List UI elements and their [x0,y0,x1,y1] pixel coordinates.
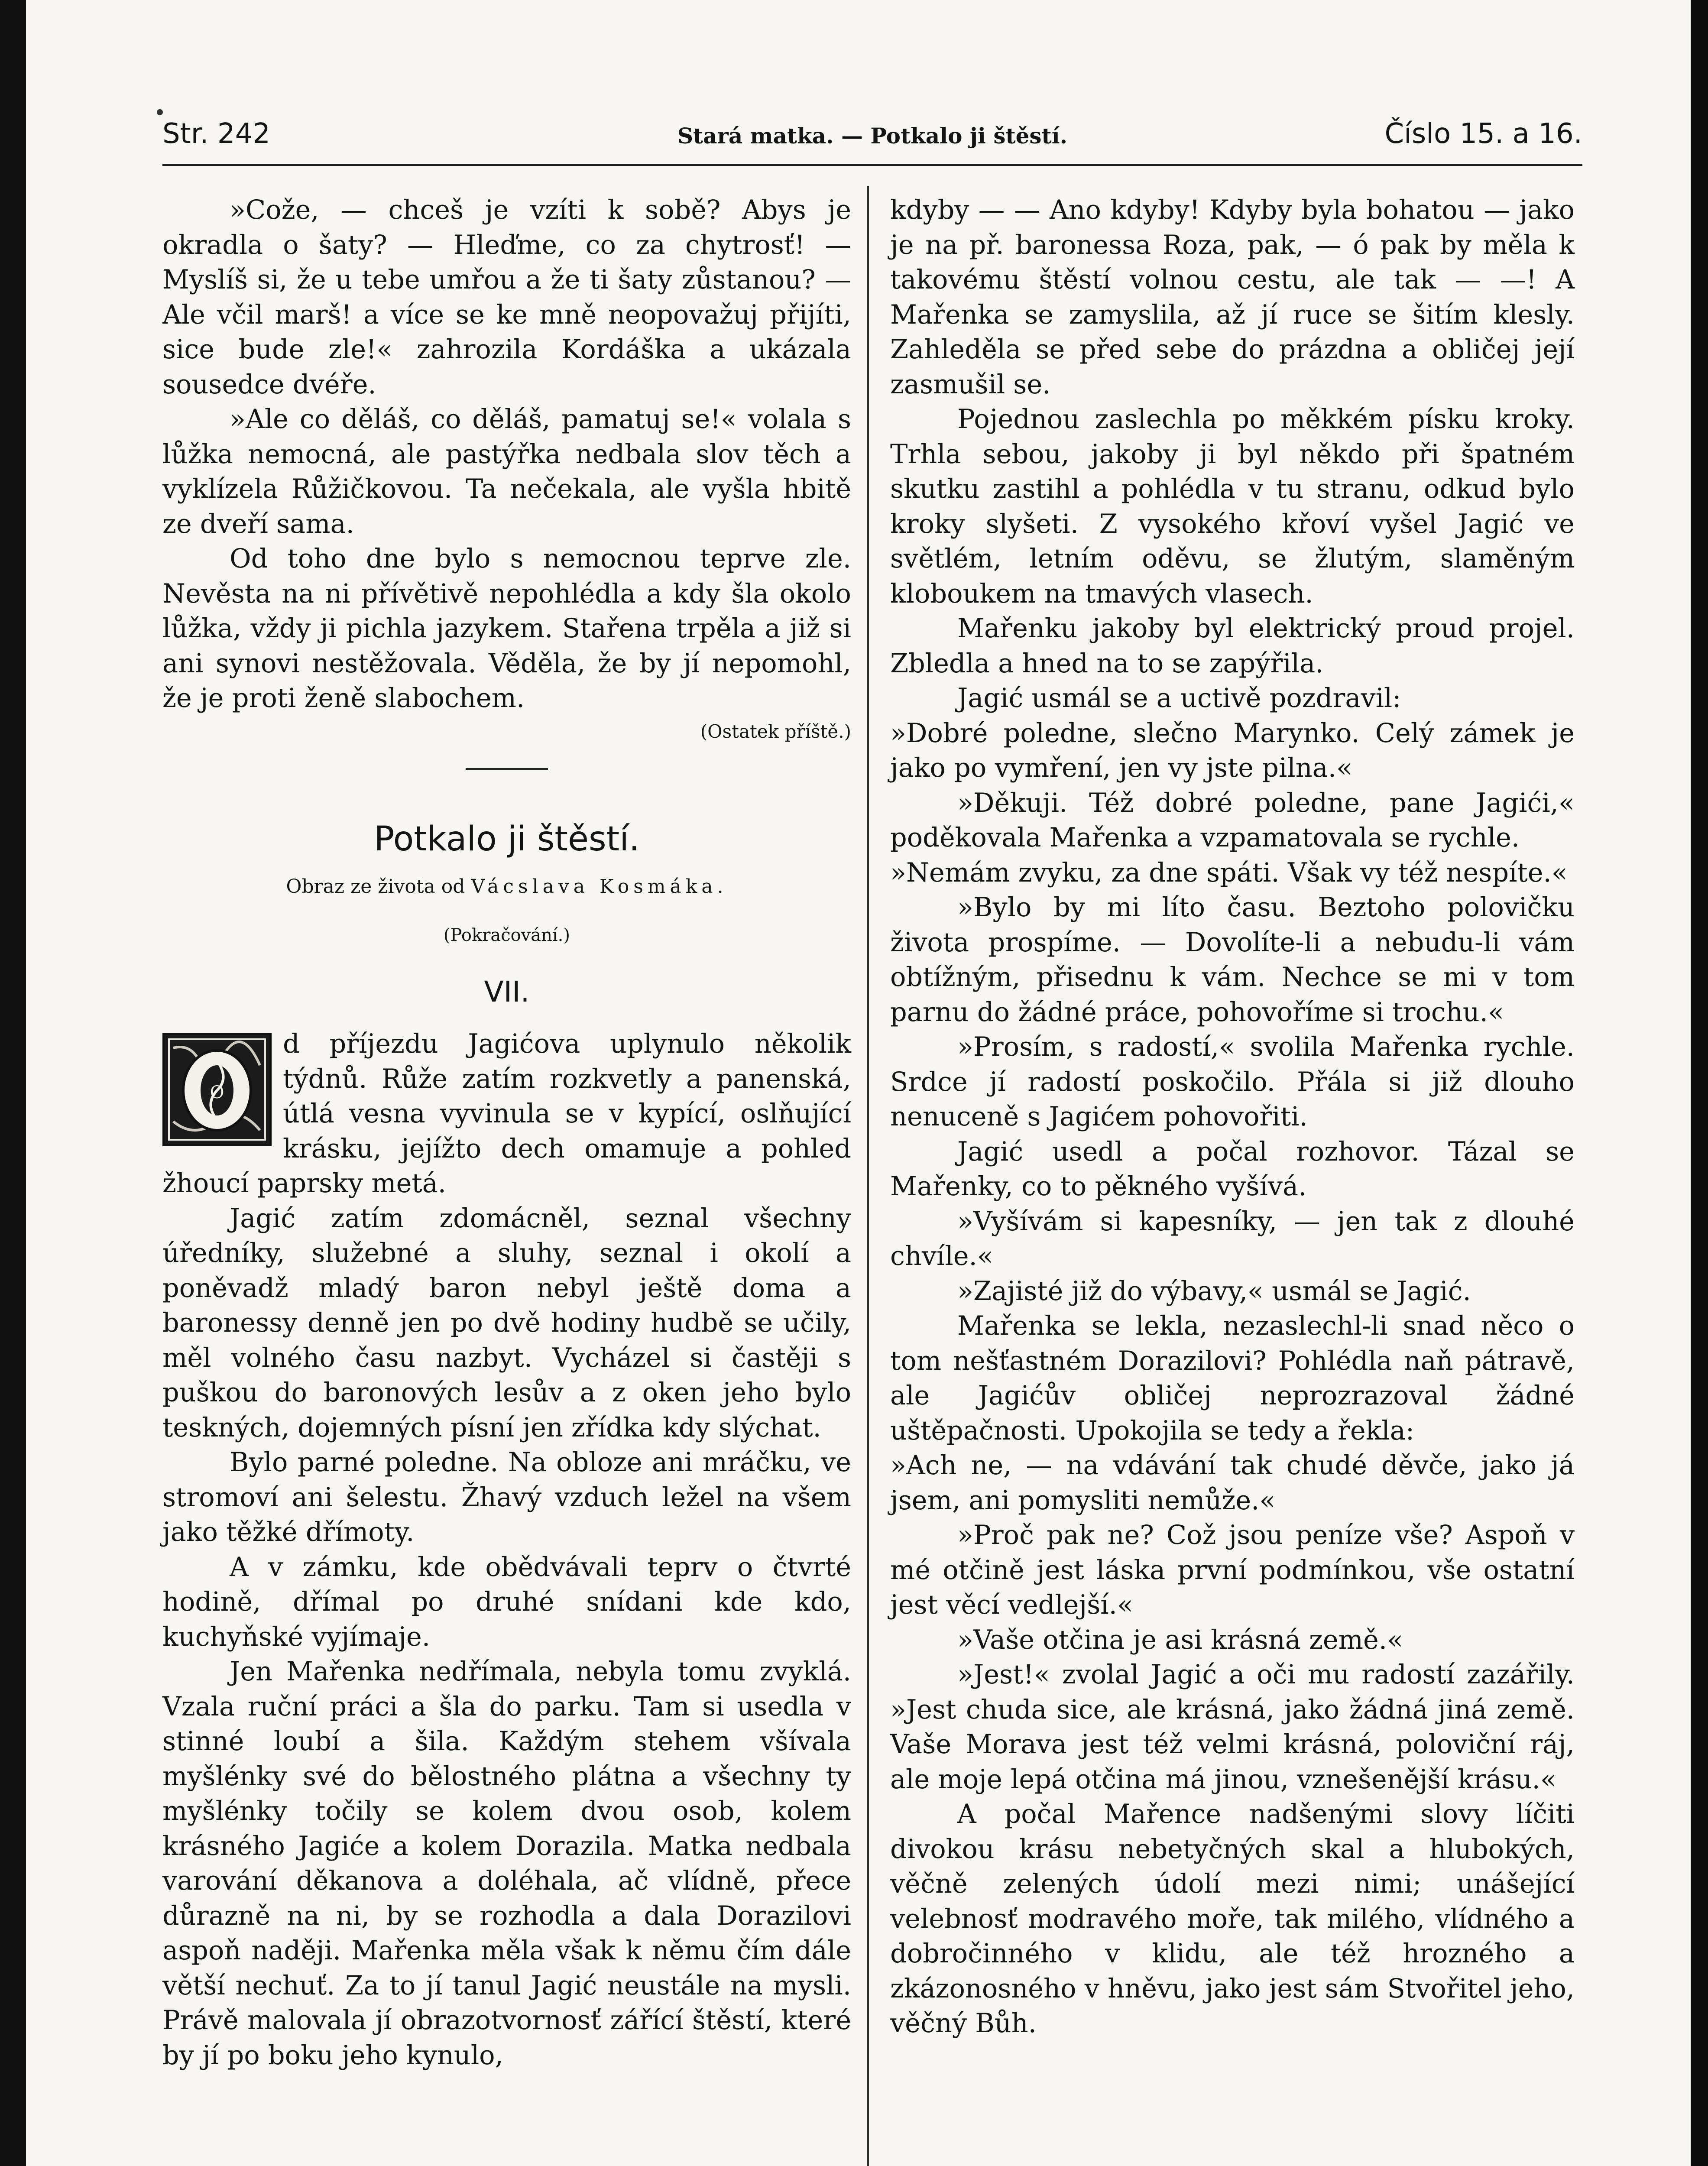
story-title: Potkalo ji štěstí. [374,820,640,859]
paragraph: Jagić usmál se a uctivě pozdravil: [957,683,1401,713]
page-number: Str. 242 [162,118,270,150]
continued-note: (Ostatek příště.) [700,720,851,742]
ornamental-initial-icon [162,1033,272,1146]
paragraph: »Děkuji. Též dobré poledne, pane Jagići,« poděkovala Mařenka a vzpamatovala se rychle. [890,788,1575,853]
issue-number: Číslo 15. a 16. [1384,118,1582,150]
chapter-number: VII. [484,975,530,1008]
paragraph: Bylo parné poledne. Na obloze ani mráčku, ve stromoví ani šelestu. Žhavý vzduch ležel na všem jako těžké dřímoty. [162,1447,851,1547]
dropcap-letter: O [210,1083,224,1102]
paragraph: kdyby — — Ano kdyby! Kdyby byla bohatou — jako je na př. baronessa Roza, pak, — ó pak by měla k takovému štěstí volnou cestu, ale tak — —! A Mařenka se zamyslila, až jí ruce se šitím klesly. Zahleděla se před sebe do prázdna a obličej její zasmušil se. [890,195,1575,400]
paragraph: »Bylo by mi líto času. Beztoho polovičku života prospíme. — Dovolíte-li a nebudu-li vám obtížným, přisednu k vám. Nechce se mi v tom parnu do žádné práce, pohovoříme si trochu.« [890,892,1575,1028]
paragraph: Pojednou zaslechla po měkkém písku kroky. Trhla sebou, jakoby ji byl někdo při špatném skutku zastihl a pohlédla v tu stranu, odkud bylo kroky slyšeti. Z vysokého křoví vyšel Jagić ve světlém, letním oděvu, se žlutým, slaměným kloboukem na tmavých vlasech. [890,404,1575,609]
section-separator [466,768,548,770]
paragraph: »Nemám zvyku, za dne spáti. Však vy též nespíte.« [890,857,1568,888]
scan-edge-left [0,0,26,2166]
byline-author: Vácslava Kosmáka. [471,875,728,898]
continuation-note: (Pokračování.) [444,925,570,945]
ink-speck [157,109,163,115]
paragraph: »Dobré poledne, slečno Marynko. Celý zámek je jako po vymření, jen vy jste pilna.« [890,718,1575,783]
scan-edge-right [1691,0,1708,2166]
paragraph: Jagić usedl a počal rozhovor. Tázal se Mařenky, co to pěkného vyšívá. [890,1136,1575,1202]
paragraph: »Ale co děláš, co děláš, pamatuj se!« volala s lůžka nemocná, ale pastýřka nedbala slov těch a vyklízela Růžičkovou. Ta nečekala, ale vyšla hbitě ze dveří sama. [162,404,851,539]
column-divider [867,186,869,2166]
byline-prefix: Obraz ze života od [286,875,465,898]
paragraph: Mařenka se lekla, nezaslechl-li snad něco o tom nešťastném Dorazilovi? Pohlédla naň pátravě, ale Jagićův obličej neprozrazoval žádné uštěpačnosti. Upokojila se tedy a řekla: [890,1311,1575,1446]
paragraph: Jen Mařenka nedřímala, nebyla tomu zvyklá. Vzala ruční práci a šla do parku. Tam si usedla v stinné loubí a šila. Každým stehem všívala myšlénky své do bělostného plátna a všechny ty myšlénky točily se kolem dvou osob, kolem krásného Jagiće a kolem Dorazila. Matka nedbala varování děkanova a doléhala, ač vlídně, přece důrazně na ni, by se rozhodla a dala Dorazilovi aspoň naději. Mařenka měla však k němu čím dále větší nechuť. Za to jí tanul Jagić neustále na mysli. Právě malovala jí obrazotvornosť zářící štěstí, které by jí po boku jeho kynulo, [162,1657,851,2071]
paragraph: »Vyšívám si kapesníky, — jen tak z dlouhé chvíle.« [890,1206,1575,1271]
paragraph: Mařenku jakoby byl elektrický proud projel. Zbledla a hned na to se zapýřila. [890,613,1575,679]
paragraph: A v zámku, kde obědvávali teprv o čtvrté hodině, dřímal po druhé snídani kde kdo, kuchyňské vyjímaje. [162,1552,851,1652]
paragraph: »Proč pak ne? Což jsou peníze vše? Aspoň v mé otčině jest láska první podmínkou, vše ostatní jest věcí vedlejší.« [890,1520,1575,1620]
right-column [890,193,1575,2041]
header-rule [162,164,1582,166]
paragraph: »Prosím, s radostí,« svolila Mařenka rychle. Srdce jí radostí poskočilo. Přála si již dlouho nenuceně s Jagićem pohovořiti. [890,1032,1575,1132]
paragraph: »Vaše otčina je asi krásná země.« [957,1624,1403,1655]
paragraph: »Ach ne, — na vdávání tak chudé děvče, jako já jsem, ani pomysliti nemůže.« [890,1450,1575,1516]
paragraph: »Zajisté již do výbavy,« usmál se Jagić. [957,1276,1471,1307]
paragraph: A počal Mařence nadšenými slovy líčiti divokou krásu nebetyčných skal a hlubokých, věčně zelených údolí mezi nimi; unášející velebnosť modravého moře, tak milého, vlídného a dobročinného v klidu, ale též hrozného a zkázonosného v hněvu, jako jest sám Stvořitel jeho, věčný Bůh. [890,1799,1575,2039]
byline [162,874,851,900]
paragraph: »Jest!« zvolal Jagić a oči mu radostí zazářily. »Jest chuda sice, ale krásná, jako žádná jiná země. Vaše Morava jest též velmi krásná, poloviční ráj, ale moje lepá otčina má jinou, vznešenější krásu.« [890,1660,1575,1795]
paragraph: Od toho dne bylo s nemocnou teprve zle. Nevěsta na ni přívětivě nepohlédla a kdy šla okolo lůžka, vždy ji pichla jazykem. Stařena trpěla a již si ani synovi nestěžovala. Věděla, že by jí nepomohl, že je proti ženě slabochem. [162,544,851,713]
paragraph: »Cože, — chceš je vzíti k sobě? Abys je okradla o šaty? — Hleďme, co za chytrosť! — Myslíš si, že u tebe umřou a že ti šaty zůstanou? — Ale včil marš! a více se ke mně neopovažuj přijíti, sice bude zle!« zahrozila Kordáška a ukázala sousedce dvéře. [162,195,851,400]
first-paragraph-text: d příjezdu Jagićova uplynulo několik týdnů. Růže zatím rozkvetly a panenská, útlá vesna vyvinula se v kypící, oslňující krásku, jejížto dech omamuje a pohled žhoucí paprsky metá. [162,1029,851,1199]
running-title: Stará matka. — Potkalo ji štěstí. [677,123,1068,149]
paragraph: Jagić zatím zdomácněl, seznal všechny úředníky, služebné a sluhy, seznal i okolí a poněvadž mladý baron nebyl ještě doma a baronessy denně jen po dvě hodiny hudbě se učily, měl volného času nazbyt. Vycházel si častěji s puškou do baronových lesův a z oken jeho bylo teskných, dojemných písní jen zřídka kdy slýchat. [162,1203,851,1443]
page-header [162,118,1582,161]
first-paragraph [162,1027,851,1201]
left-column [162,193,851,2073]
